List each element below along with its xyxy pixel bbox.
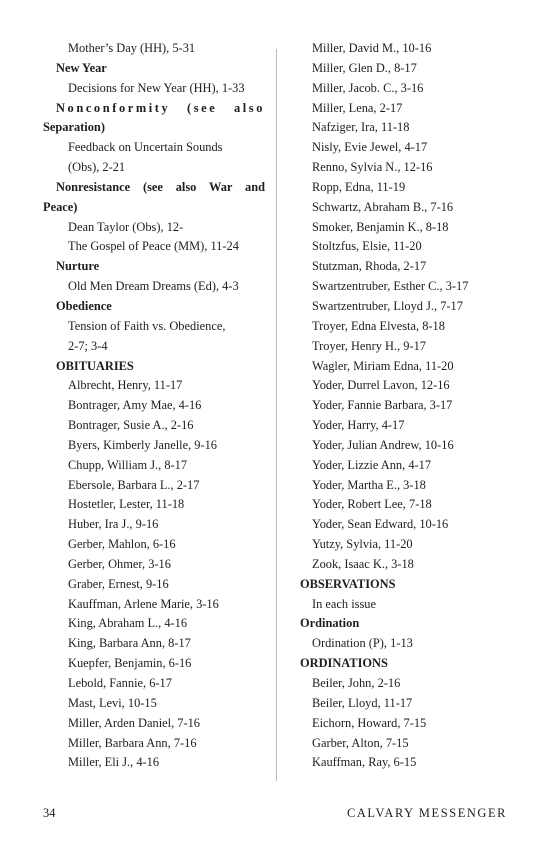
index-entry: Old Men Dream Dreams (Ed), 4-3 xyxy=(68,279,239,294)
index-entry: Mast, Levi, 10-15 xyxy=(68,695,157,710)
index-entry: Beiler, John, 2-16 xyxy=(312,676,401,690)
index-entry: Lebold, Fannie, 6-17 xyxy=(68,676,172,690)
index-entry: Ropp, Edna, 11-19 xyxy=(312,179,406,194)
index-entry: Yoder, Sean Edward, 10-16 xyxy=(312,517,449,532)
index-entry: Nafziger, Ira, 11-18 xyxy=(312,120,410,135)
index-entry: Gerber, Mahlon, 6-16 xyxy=(68,537,176,552)
index-entry: Chupp, William J., 8-17 xyxy=(68,457,188,472)
index-entry: (Obs), 2-21 xyxy=(68,160,126,175)
index-heading: Nonconformity (see also xyxy=(56,100,265,115)
index-entry: Swartzentruber, Lloyd J., 7-17 xyxy=(312,298,463,313)
index-entry: Kauffman, Arlene Marie, 3-16 xyxy=(68,596,219,611)
index-entry: Smoker, Benjamin K., 8-18 xyxy=(312,219,449,234)
index-heading: Separation) xyxy=(43,120,105,135)
index-entry: Feedback on Uncertain Sounds xyxy=(68,140,223,155)
index-entry: Ebersole, Barbara L., 2-17 xyxy=(68,477,200,492)
index-entry: Zook, Isaac K., 3-18 xyxy=(312,556,414,571)
index-entry: Bontrager, Amy Mae, 4-16 xyxy=(68,398,202,413)
index-entry: Dean Taylor (Obs), 12- xyxy=(68,219,184,234)
index-entry: Kuepfer, Benjamin, 6-16 xyxy=(68,656,192,671)
column-divider xyxy=(276,49,277,781)
index-entry: Yoder, Fannie Barbara, 3-17 xyxy=(312,398,453,413)
index-entry: The Gospel of Peace (MM), 11-24 xyxy=(68,239,239,254)
index-entry: Miller, Glen D., 8-17 xyxy=(312,60,417,75)
index-entry: Miller, David M., 10-16 xyxy=(312,41,432,55)
index-entry: 2-7; 3-4 xyxy=(68,338,108,353)
index-entry: Yoder, Lizzie Ann, 4-17 xyxy=(312,457,432,472)
index-entry: Gerber, Ohmer, 3-16 xyxy=(68,556,171,571)
index-entry: Stoltzfus, Elsie, 11-20 xyxy=(312,239,422,254)
index-heading: OBSERVATIONS xyxy=(300,576,396,591)
index-entry: Yoder, Harry, 4-17 xyxy=(312,418,405,433)
index-entry: Miller, Barbara Ann, 7-16 xyxy=(68,735,197,750)
index-entry: Nisly, Evie Jewel, 4-17 xyxy=(312,140,428,155)
index-entry: Decisions for New Year (HH), 1-33 xyxy=(68,80,245,95)
index-entry: Swartzentruber, Esther C., 3-17 xyxy=(312,279,469,294)
index-heading: New Year xyxy=(56,60,107,75)
index-column-right xyxy=(300,39,515,773)
index-entry: King, Barbara Ann, 8-17 xyxy=(68,636,191,651)
index-entry: Renno, Sylvia N., 12-16 xyxy=(312,160,433,175)
index-entry: Schwartz, Abraham B., 7-16 xyxy=(312,199,454,214)
index-entry: Yoder, Julian Andrew, 10-16 xyxy=(312,437,454,452)
publication-title: CALVARY MESSENGER xyxy=(347,806,507,820)
index-heading: Nonresistance (see also War and xyxy=(56,179,265,194)
index-entry: Eichorn, Howard, 7-15 xyxy=(312,715,427,730)
index-entry: Tension of Faith vs. Obedience, xyxy=(68,318,226,333)
index-entry: Huber, Ira J., 9-16 xyxy=(68,517,159,532)
index-entry: King, Abraham L., 4-16 xyxy=(68,616,188,631)
index-heading: OBITUARIES xyxy=(56,358,134,373)
index-entry: Mother’s Day (HH), 5-31 xyxy=(68,41,196,55)
index-entry: Albrecht, Henry, 11-17 xyxy=(68,378,183,393)
index-entry: Kauffman, Ray, 6-15 xyxy=(312,755,417,770)
index-heading: Ordination xyxy=(300,616,360,631)
index-entry: Yoder, Durrel Lavon, 12-16 xyxy=(312,378,450,393)
index-entry: Byers, Kimberly Janelle, 9-16 xyxy=(68,437,217,452)
index-entry: Hostetler, Lester, 11-18 xyxy=(68,497,185,512)
index-entry: Stutzman, Rhoda, 2-17 xyxy=(312,259,427,274)
index-entry: Miller, Lena, 2-17 xyxy=(312,100,403,115)
index-heading: Nurture xyxy=(56,259,100,274)
index-entry: Yoder, Robert Lee, 7-18 xyxy=(312,497,432,512)
index-heading: ORDINATIONS xyxy=(300,656,388,671)
page-number: 34 xyxy=(43,806,56,820)
index-entry: In each issue xyxy=(312,596,376,611)
index-column-left xyxy=(43,39,265,773)
index-entry: Graber, Ernest, 9-16 xyxy=(68,576,169,591)
index-entry: Yutzy, Sylvia, 11-20 xyxy=(312,537,413,552)
index-entry: Garber, Alton, 7-15 xyxy=(312,735,409,750)
index-entry: Troyer, Henry H., 9-17 xyxy=(312,338,426,353)
index-entry: Miller, Jacob. C., 3-16 xyxy=(312,80,424,95)
index-heading: Peace) xyxy=(43,199,78,214)
index-entry: Ordination (P), 1-13 xyxy=(312,636,413,651)
index-entry: Wagler, Miriam Edna, 11-20 xyxy=(312,358,454,373)
index-entry: Bontrager, Susie A., 2-16 xyxy=(68,418,194,433)
index-heading: Obedience xyxy=(56,298,112,313)
index-entry: Troyer, Edna Elvesta, 8-18 xyxy=(312,318,445,333)
index-entry: Miller, Eli J., 4-16 xyxy=(68,755,160,770)
index-entry: Yoder, Martha E., 3-18 xyxy=(312,477,426,492)
index-entry: Miller, Arden Daniel, 7-16 xyxy=(68,715,200,730)
index-entry: Beiler, Lloyd, 11-17 xyxy=(312,695,413,710)
